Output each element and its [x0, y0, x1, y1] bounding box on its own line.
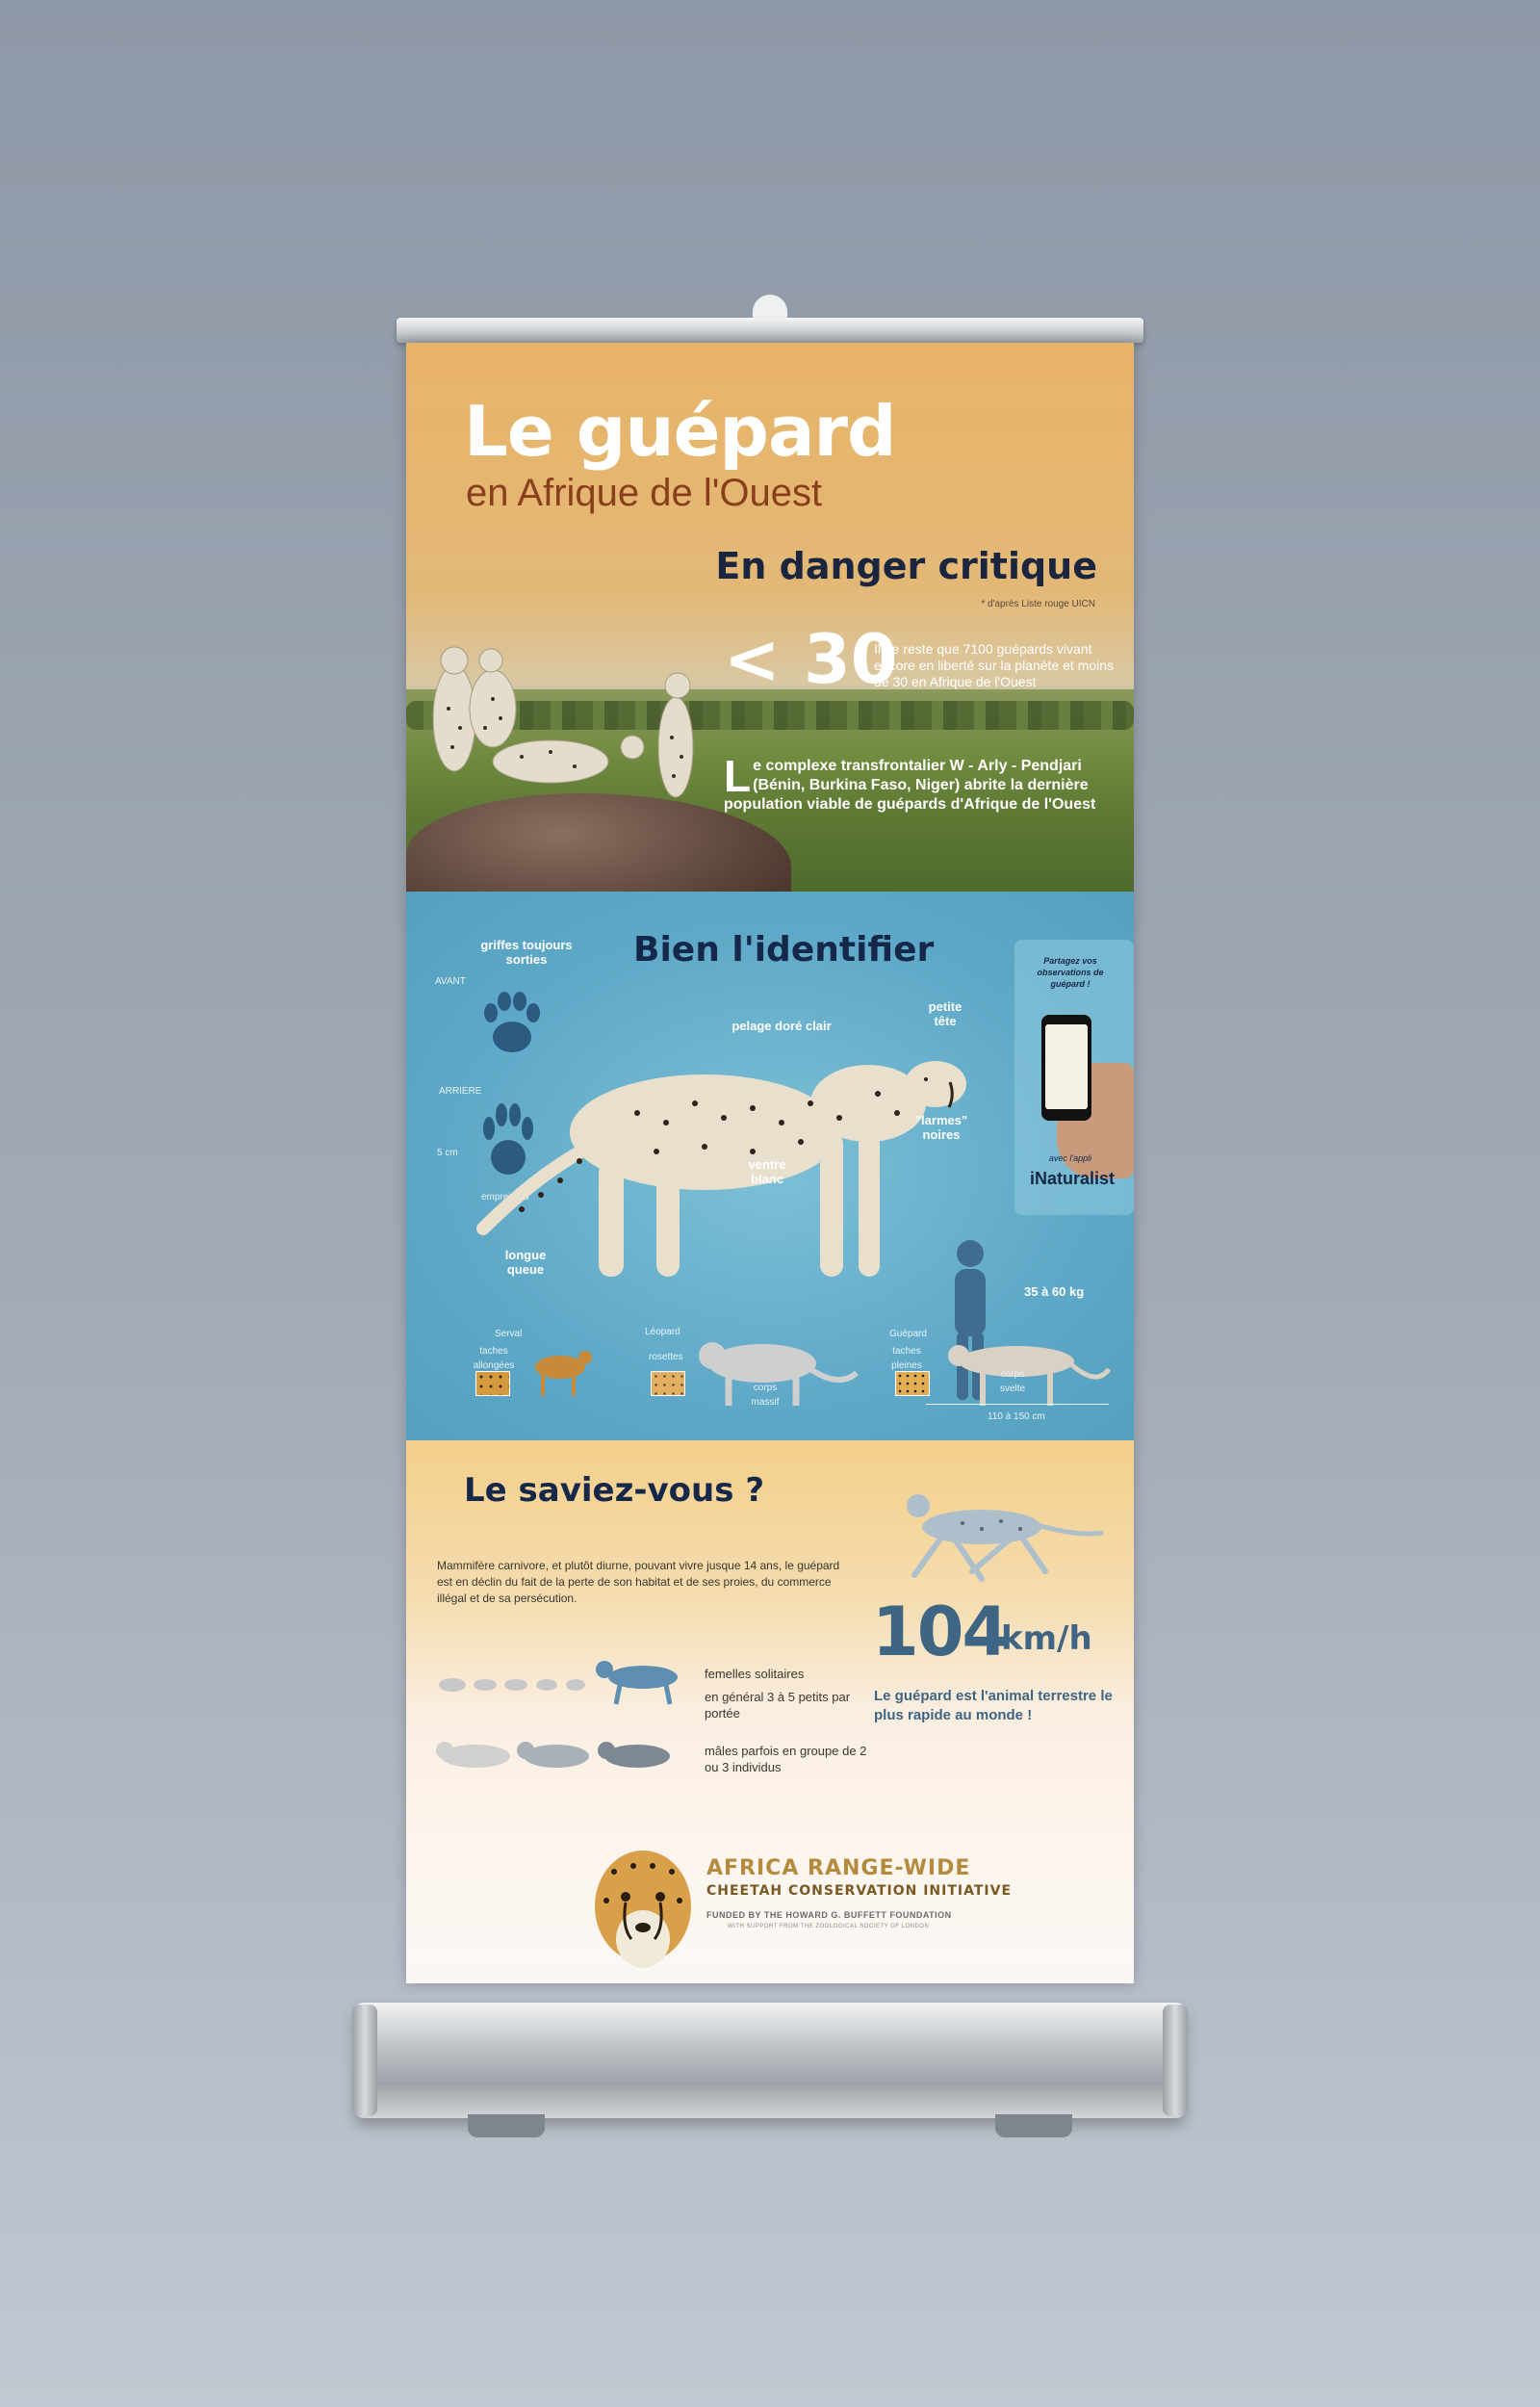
speed-unit: km/h: [1001, 1619, 1092, 1658]
complex-body: e complexe transfrontalier W - Arly - Pendjari (Bénin, Burkina Faso, Niger) abrite la dernière population viable de guépards d'Afrique de l'Ouest: [724, 758, 1096, 813]
front-label: AVANT: [435, 976, 466, 987]
claws-label: griffes toujours sorties: [480, 938, 573, 967]
facts-section: [406, 1440, 1134, 1983]
base-cap-right: [1163, 2005, 1188, 2116]
foot-right: [995, 2114, 1072, 2137]
leopard-swatch: [651, 1371, 685, 1396]
logo-title: AFRICA RANGE-WIDE: [706, 1856, 971, 1880]
identify-heading: Bien l'identifier: [633, 930, 935, 970]
base-cap-left: [352, 2005, 377, 2116]
serval-name: Serval: [495, 1329, 523, 1339]
top-rail: [397, 318, 1143, 343]
cheetah-side-illustration: [464, 1026, 1003, 1296]
females-fact: femelles solitaires: [705, 1667, 805, 1681]
males-fact: mâles parfois en groupe de 2 ou 3 individus: [705, 1744, 867, 1774]
app-with: avec l'appli: [1048, 1153, 1092, 1163]
weight-label: 35 à 60 kg: [1024, 1284, 1085, 1299]
scale-label: 5 cm: [437, 1148, 458, 1158]
facts-heading: Le saviez-vous ?: [464, 1471, 765, 1510]
male-group-illustration: [431, 1731, 691, 1789]
running-cheetah-illustration: [876, 1479, 1107, 1594]
cheetah-face-logo: [585, 1843, 701, 1974]
population-text: Il ne reste que 7100 guépards vivant encore en liberté sur la planète et moins de 30 en Afrique de l'Ouest: [874, 641, 1115, 689]
banner-base: [354, 2003, 1186, 2118]
speed-text: Le guépard est l'animal terrestre le plus rapide au monde !: [874, 1688, 1113, 1723]
logo-funded: FUNDED BY THE HOWARD G. BUFFETT FOUNDATION: [706, 1910, 952, 1920]
prints-label: empreintes: [481, 1192, 529, 1203]
status-heading: En danger critique: [715, 545, 1097, 587]
cheetah-group-photo: [416, 632, 724, 863]
cheetah-name: Guépard: [889, 1329, 927, 1339]
iucn-note: * d'après Liste rouge UICN: [981, 599, 1095, 609]
length-line: [926, 1404, 1109, 1405]
banner-subtitle: en Afrique de l'Ouest: [466, 472, 823, 514]
logo-support: WITH SUPPORT FROM THE ZOOLOGICAL SOCIETY OF LONDON: [728, 1924, 930, 1929]
coat-label: pelage doré clair: [732, 1019, 832, 1033]
phone-image: [1041, 1015, 1091, 1121]
tail-label: longue queue: [504, 1248, 547, 1277]
banner-hook: [753, 295, 787, 320]
app-prompt: Partagez vos observations de guépard !: [1037, 956, 1104, 989]
facts-intro: Mammifère carnivore, et plutôt diurne, pouvant vivre jusque 14 ans, le guépard est en déclin du fait de la perte de son habitat et de ses proies, du commerce illégal et de sa persécution.: [437, 1559, 840, 1605]
identify-section: [406, 892, 1134, 1440]
leopard-spots: rosettes: [649, 1352, 683, 1362]
leopard-body: corps massif: [751, 1383, 780, 1408]
head-label: petite tête: [928, 999, 962, 1028]
foot-left: [468, 2114, 545, 2137]
litter-fact: en général 3 à 5 petits par portée: [705, 1690, 851, 1721]
serval-spots: taches allongées: [473, 1346, 515, 1371]
phone-screen: [1045, 1024, 1088, 1109]
serval-swatch: [475, 1371, 510, 1396]
length-label: 110 à 150 cm: [988, 1411, 1045, 1422]
drop-cap: L: [724, 751, 752, 801]
female-cubs-illustration: [431, 1650, 691, 1708]
rear-label: ARRIERE: [439, 1086, 482, 1097]
rollup-banner: [406, 343, 1134, 1983]
population-count: < 30: [724, 620, 898, 699]
complex-text: [724, 751, 1118, 815]
cheetah-body: corps svelte: [999, 1369, 1026, 1394]
serval-illustration: [522, 1340, 599, 1398]
tears-label: "larmes" noires: [914, 1113, 968, 1142]
app-name: iNaturalist: [1030, 1169, 1116, 1188]
banner-title: Le guépard: [464, 391, 896, 472]
belly-label: ventre blanc: [748, 1157, 786, 1186]
logo-subtitle: CHEETAH CONSERVATION INITIATIVE: [706, 1883, 1013, 1899]
leopard-name: Léopard: [645, 1327, 680, 1337]
cheetah-swatch: [895, 1371, 930, 1396]
speed-value: 104: [872, 1592, 1008, 1671]
cheetah-spots: taches pleines: [891, 1346, 922, 1371]
danger-section: [406, 343, 1134, 892]
